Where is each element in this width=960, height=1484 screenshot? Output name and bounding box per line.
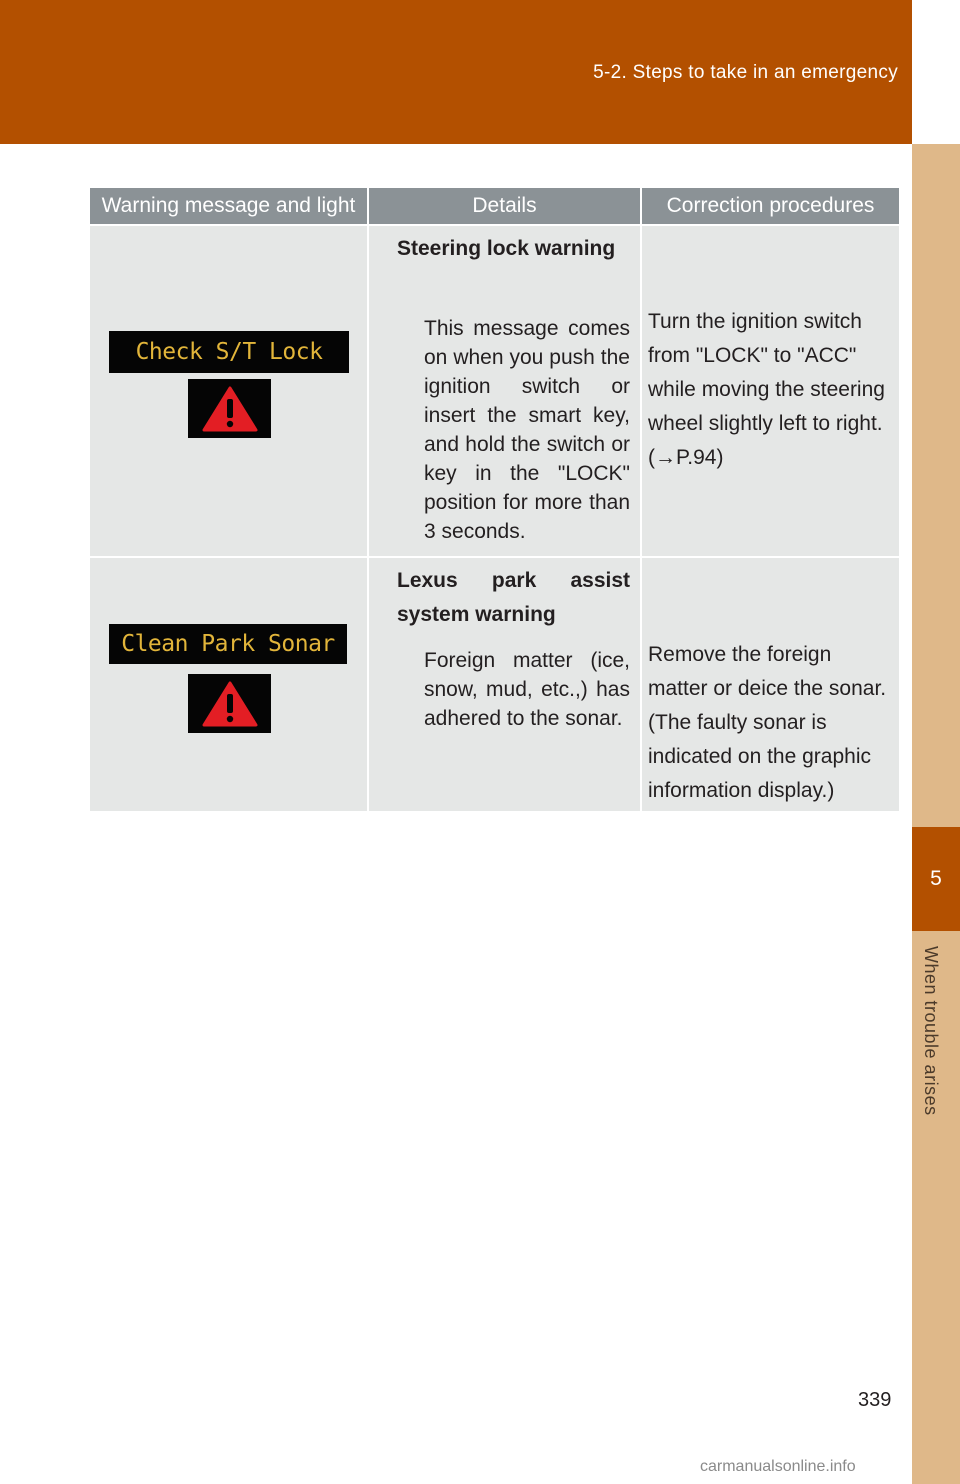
section-title: 5-2. Steps to take in an emergency	[593, 62, 898, 83]
table-row	[90, 557, 899, 811]
warning-light-cell	[90, 557, 368, 811]
details-cell	[368, 557, 641, 811]
warning-light-cell	[90, 225, 368, 557]
warning-lamp	[188, 674, 271, 733]
page-number: 339	[858, 1389, 892, 1411]
page-header	[0, 0, 912, 144]
details-cell	[368, 225, 641, 557]
chapter-title: When trouble arises	[921, 946, 941, 1116]
detail-title: Lexus park assist system warning	[397, 569, 630, 626]
watermark: carmanualsonline.info	[700, 1458, 856, 1475]
warning-triangle-icon	[202, 386, 258, 432]
correction-text: Turn the ignition switch from "LOCK" to "ACC" while moving the steering wheel slightly left to right. (→P.94)	[648, 310, 885, 469]
warning-triangle-icon	[202, 681, 258, 727]
warning-lamp	[188, 379, 271, 438]
display-message: Clean Park Sonar	[109, 624, 347, 664]
chapter-number: 5	[912, 827, 960, 931]
correction-cell	[641, 557, 899, 811]
correction-cell	[641, 225, 899, 557]
display-message: Check S/T Lock	[109, 331, 349, 373]
table-row	[90, 225, 899, 557]
column-header: Details	[368, 188, 641, 225]
column-header: Correction procedures	[641, 188, 899, 225]
side-tab	[912, 144, 960, 1484]
detail-body: This message comes on when you push the ignition switch or insert the smart key, and hold the switch or key in the "LOCK" position for more than 3 seconds.	[424, 317, 630, 543]
correction-text: Remove the foreign matter or deice the sonar. (The faulty sonar is indicated on the graphic information display.)	[648, 643, 887, 802]
warning-table	[90, 188, 899, 811]
detail-title: Steering lock warning	[397, 237, 616, 260]
table-header-row	[90, 188, 899, 225]
detail-body: Foreign matter (ice, snow, mud, etc.,) has adhered to the sonar.	[424, 649, 630, 730]
column-header: Warning message and light	[90, 188, 368, 225]
